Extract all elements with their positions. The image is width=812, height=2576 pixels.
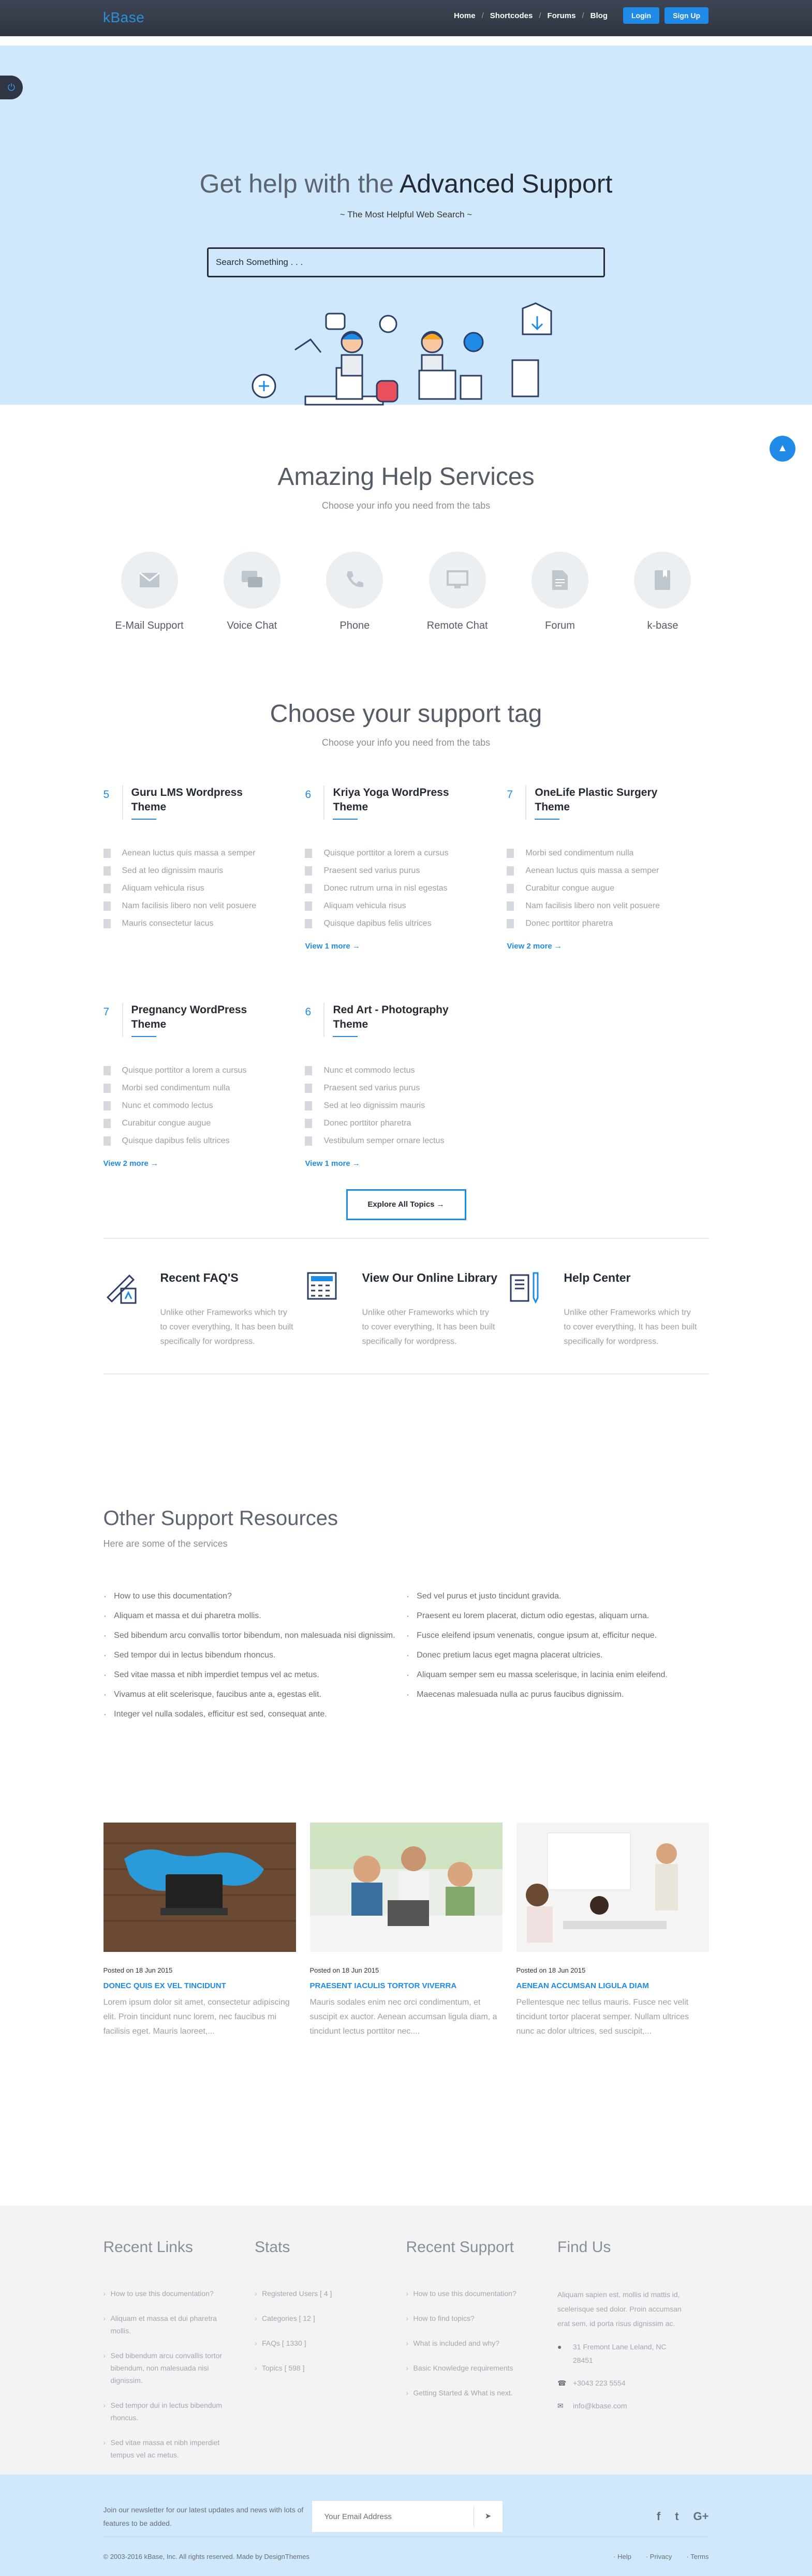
scroll-up-button[interactable]: ▲ [770,436,795,462]
search-input[interactable]: Search Something . . . [207,247,605,277]
tag-link[interactable]: Quisque dapibus felis ultrices [104,1132,290,1150]
tag-link[interactable]: Donec porttitor pharetra [305,1115,491,1132]
service-forum[interactable] [514,552,606,632]
feature-card[interactable] [305,1269,507,1373]
tags-title: Choose your support tag [270,700,542,728]
footer-stats [255,2239,406,2474]
support-team-illustration [243,303,574,405]
document-icon [104,1136,111,1146]
blog-post [104,1823,296,2039]
service-label: E-Mail Support [115,620,184,631]
document-icon [507,866,514,876]
site-logo[interactable]: kBase [103,9,145,25]
google-plus-icon[interactable]: G+ [693,2510,709,2523]
social-links [657,2510,709,2523]
footer-recent-support [406,2239,558,2474]
nav-home[interactable]: Home [453,11,476,20]
resource-link[interactable]: · How to use this documentation? [104,1587,406,1606]
document-icon [104,919,111,928]
nav-separator: / [481,11,484,20]
resource-link[interactable]: · Aliquam et massa et dui pharetra mollis. [104,1606,406,1626]
document-icon [305,1066,312,1075]
feature-title: Help Center [564,1271,631,1284]
facebook-icon[interactable]: f [656,2510,661,2523]
tag-title[interactable]: Guru LMS Wordpress Theme [122,786,257,820]
tag-count: 7 [507,789,513,801]
pencil-ruler-icon [104,1269,140,1305]
send-icon[interactable]: ➤ [474,2506,503,2527]
book-icon [634,552,691,609]
tag-card [305,786,507,1003]
footer-heading: Stats [255,2239,290,2256]
services-title: Amazing Help Services [277,463,535,491]
feature-title: Recent FAQ'S [160,1271,239,1284]
tag-title[interactable]: Kriya Yoga WordPress Theme [323,786,458,820]
tag-card [507,786,708,1003]
document-icon [305,849,312,858]
tag-link[interactable]: Aliquam vehicula risus [305,897,491,915]
terms-link[interactable]: · Terms [686,2553,709,2560]
tag-count: 5 [103,789,110,801]
tag-link[interactable]: Aliquam vehicula risus [104,880,290,897]
feature-title: View Our Online Library [362,1271,498,1284]
services-subtitle: Choose your info you need from the tabs [321,500,491,511]
footer-link[interactable]: › Basic Knowledge requirements [406,2362,537,2374]
view-more-link[interactable]: View 1 more → [305,1159,360,1168]
service-email[interactable] [104,552,196,632]
resources-title: Other Support Resources [103,1507,338,1530]
footer-heading: Recent Links [103,2239,193,2256]
resource-link[interactable]: · Fusce eleifend ipsum venenatis, congue ipsum at, efficitur neque. [406,1626,709,1646]
tag-link[interactable]: Quisque porttitor a lorem a cursus [305,845,491,862]
footer-link[interactable]: › Sed vitae massa et nibh imperdiet tempus vel ac metus. [104,2436,234,2461]
tag-link[interactable]: Quisque dapibus felis ultrices [305,915,491,932]
post-date: Posted on 18 Jun 2015 [103,1966,173,1974]
footer-recent-links [104,2239,255,2474]
privacy-link[interactable]: · Privacy [645,2553,672,2560]
tag-card [305,1003,507,1220]
book-pencil-icon [507,1269,543,1305]
tag-count: 6 [305,789,312,801]
resources-list-left [104,1587,406,1724]
footer-link[interactable]: › FAQs [ 1330 ] [255,2337,386,2349]
document-icon [305,1101,312,1111]
document-icon [507,849,514,858]
tag-link[interactable]: Curabitur congue augue [507,880,693,897]
tag-link[interactable]: Praesent sed varius purus [305,862,491,880]
resource-link[interactable]: · Vivamus at elit scelerisque, faucibus ante a, egestas elit. [104,1685,406,1705]
team-meeting-photo[interactable] [310,1823,503,1952]
nav-shortcodes[interactable]: Shortcodes [490,11,533,20]
footer [0,2205,812,2475]
nav-forums[interactable]: Forums [547,11,576,20]
twitter-icon[interactable]: t [675,2510,679,2523]
divider [104,1238,709,1239]
resource-link[interactable]: · Donec pretium lacus eget magna placerat ultricies. [406,1646,709,1665]
resource-link[interactable]: · Integer vel nulla sodales, efficitur est sed, consequat ante. [104,1705,406,1724]
service-label: Forum [545,620,575,631]
post-date: Posted on 18 Jun 2015 [309,1966,379,1974]
post-date: Posted on 18 Jun 2015 [516,1966,586,1974]
feature-text: Unlike other Frameworks which try to cover everything, It has been built specifically for wordpress. [362,1308,495,1346]
tag-link[interactable]: Nam facilisis libero non velit posuere [507,897,693,915]
footer-link[interactable]: › Getting Started & What is next. [406,2387,537,2399]
map-pin-icon: ● [557,2343,562,2351]
document-icon [104,1066,111,1075]
signup-button[interactable]: Sign Up [665,7,708,24]
footer-link[interactable]: › How to find topics? [406,2312,537,2325]
document-icon [507,901,514,911]
post-title[interactable]: DONEC QUIS EX VEL TINCIDUNT [103,1981,226,1990]
tag-title[interactable]: OneLife Plastic Surgery Theme [525,786,660,820]
tag-link[interactable]: Morbi sed condimentum nulla [507,845,693,862]
newsletter-bar [0,2475,812,2576]
footer-link[interactable]: › Aliquam et massa et dui pharetra mollis. [104,2312,234,2337]
power-icon[interactable]: ⏻ [0,76,23,99]
footer-email[interactable]: info@kbase.com [573,2402,627,2410]
footer-link[interactable]: › How to use this documentation? [406,2287,537,2300]
mail-icon: ✉ [557,2402,564,2410]
resource-link[interactable]: · Maecenas malesuada nulla ac purus faucibus dignissim. [406,1685,709,1705]
tag-count: 6 [305,1006,312,1018]
nav-separator: / [539,11,541,20]
main-nav [448,7,708,24]
view-more-link[interactable]: View 2 more → [103,1159,158,1168]
document-icon [104,866,111,876]
document-icon [104,1084,111,1093]
office-presentation-photo[interactable] [516,1823,709,1952]
footer-phone[interactable]: +3043 223 5554 [573,2379,626,2387]
feature-card[interactable] [507,1269,708,1373]
service-label: Phone [339,620,370,631]
login-button[interactable]: Login [623,7,659,24]
tag-link[interactable]: Sed at leo dignissim mauris [305,1097,491,1115]
tag-card [104,1003,305,1220]
resource-link[interactable]: · Praesent eu lorem placerat, dictum odio egestas, aliquam urna. [406,1606,709,1626]
tag-link[interactable]: Aenean luctus quis massa a semper [507,862,693,880]
footer-find-us [557,2239,709,2474]
features-section [0,1238,812,1488]
footer-link[interactable]: › Registered Users [ 4 ] [255,2287,386,2300]
tag-link[interactable]: Vestibulum semper ornare lectus [305,1132,491,1150]
service-label: Voice Chat [227,620,277,631]
document-icon [305,919,312,928]
hero-title: Get help with the Advanced Support [199,169,613,198]
phone-icon [326,552,383,609]
newsletter-email-input[interactable]: Your Email Address ➤ [312,2500,503,2533]
tag-link[interactable]: Praesent sed varius purus [305,1079,491,1097]
service-voice-chat[interactable] [206,552,298,632]
help-link[interactable]: · Help [613,2553,631,2560]
resource-link[interactable]: · Sed bibendum arcu convallis tortor bibendum, non malesuada nisi dignissim. [104,1626,406,1646]
tag-link[interactable]: Mauris consectetur lacus [104,915,290,932]
tag-link[interactable]: Morbi sed condimentum nulla [104,1079,290,1097]
service-remote-chat[interactable] [411,552,504,632]
document-icon [507,919,514,928]
tag-title[interactable]: Pregnancy WordPress Theme [122,1003,257,1037]
mail-icon [121,552,178,609]
footer-about: Aliquam sapien est, mollis id mattis id, scelerisque sed dolor. Proin accumsan erat sem, id porta risus dignissim ac. [557,2290,682,2328]
tags-subtitle: Choose your info you need from the tabs [321,737,491,748]
document-icon [305,901,312,911]
document-icon [104,884,111,893]
post-title[interactable]: AENEAN ACCUMSAN LIGULA DIAM [516,1981,649,1990]
monitor-icon [429,552,486,609]
feature-card[interactable] [104,1269,305,1373]
document-icon [305,884,312,893]
view-more-link[interactable]: View 1 more → [305,942,360,951]
post-excerpt: Pellentesque nec tellus mauris. Fusce nec velit tincidunt tortor placerat semper. Nullam ultrices nunc ac dolor ultrices, sed suscipit,... [516,1998,689,2036]
tag-link[interactable]: Nunc et commodo lectus [305,1062,491,1079]
footer-link[interactable]: › What is included and why? [406,2337,537,2349]
nav-separator: / [582,11,584,20]
services-section [0,405,812,700]
newsletter-text: Join our newsletter for our latest updates and news with lots of features to be added. [103,2506,304,2527]
resource-link[interactable]: · Aliquam semper sem eu massa scelerisque, in lacinia enim eleifend. [406,1665,709,1685]
document-icon [305,1084,312,1093]
resource-link[interactable]: · Sed vitae massa et nibh imperdiet tempus vel ac metus. [104,1665,406,1685]
footer-link[interactable]: › Topics [ 598 ] [255,2362,386,2374]
document-icon [104,1119,111,1128]
document-icon [104,1101,111,1111]
tag-link[interactable]: Sed at leo dignissim mauris [104,862,290,880]
footer-link[interactable]: › How to use this documentation? [104,2287,234,2300]
blog-post [516,1823,709,2039]
document-icon [305,1119,312,1128]
view-more-link[interactable]: View 2 more → [507,942,562,951]
tag-link[interactable]: Nunc et commodo lectus [104,1097,290,1115]
support-tags-section [0,700,812,1238]
footer-address: 31 Fremont Lane Leland, NC 28451 [572,2343,667,2364]
document-icon [104,901,111,911]
phone-icon: ☎ [557,2379,567,2387]
footer-link[interactable]: › Categories [ 12 ] [255,2312,386,2325]
chat-icon [224,552,280,609]
tag-link[interactable]: Donec rutrum urna in nisl egestas [305,880,491,897]
resources-section [0,1488,812,1823]
tag-link[interactable]: Donec porttitor pharetra [507,915,693,932]
blog-post [310,1823,503,2039]
hero-section [0,46,812,405]
tag-link[interactable]: Aenean luctus quis massa a semper [104,845,290,862]
calculator-icon [305,1269,341,1305]
footer-link[interactable]: › Sed bibendum arcu convallis tortor bibendum, non malesuada nisi dignissim. [104,2349,234,2387]
document-icon [305,1136,312,1146]
tag-link[interactable]: Quisque porttitor a lorem a cursus [104,1062,290,1079]
nav-blog[interactable]: Blog [590,11,608,20]
post-excerpt: Lorem ipsum dolor sit amet, consectetur adipiscing elit. Proin tincidunt nunc lorem, nec faucibus mi facilisis eget. Mauris laoreet,... [103,1998,290,2036]
footer-heading: Recent Support [406,2239,514,2256]
blog-section [0,1823,812,2205]
tag-count: 7 [103,1006,110,1018]
feature-text: Unlike other Frameworks which try to cover everything, It has been built specifically for wordpress. [564,1308,697,1346]
service-kbase[interactable] [616,552,708,632]
resources-list-right [406,1587,709,1724]
post-excerpt: Mauris sodales enim nec orci condimentum, et suscipit ex auctor. Aenean accumsan ligula diam, a tincidunt lectus porttitor nec.... [309,1998,497,2036]
tag-card [104,786,305,1003]
laptop-world-map-photo[interactable] [104,1823,296,1952]
feature-text: Unlike other Frameworks which try to cover everything, It has been built specifically for wordpress. [160,1308,293,1346]
top-navbar [0,0,812,36]
post-title[interactable]: PRAESENT IACULIS TORTOR VIVERRA [309,1981,457,1990]
copyright-text: © 2003-2016 kBase, Inc. All rights reserved. Made by DesignThemes [103,2553,309,2560]
hero-subtitle: ~ The Most Helpful Web Search ~ [339,210,473,219]
divider [104,1373,709,1374]
footer-heading: Find Us [557,2239,611,2256]
document-icon [507,884,514,893]
resource-link[interactable]: · Sed tempor dui in lectus bibendum rhoncus. [104,1646,406,1665]
service-phone[interactable] [308,552,401,632]
service-label: Remote Chat [426,620,488,631]
resource-link[interactable]: · Sed vel purus et justo tincidunt gravida. [406,1587,709,1606]
document-icon [305,866,312,876]
tag-link[interactable]: Nam facilisis libero non velit posuere [104,897,290,915]
resources-subtitle: Here are some of the services [103,1538,228,1549]
document-icon [104,849,111,858]
explore-all-topics-button[interactable]: Explore All Topics → [346,1189,466,1220]
footer-link[interactable]: › Sed tempor dui in lectus bibendum rhoncus. [104,2399,234,2424]
document-icon [532,552,588,609]
service-label: k-base [647,620,678,631]
tag-title[interactable]: Red Art - Photography Theme [323,1003,458,1037]
tag-link[interactable]: Curabitur congue augue [104,1115,290,1132]
